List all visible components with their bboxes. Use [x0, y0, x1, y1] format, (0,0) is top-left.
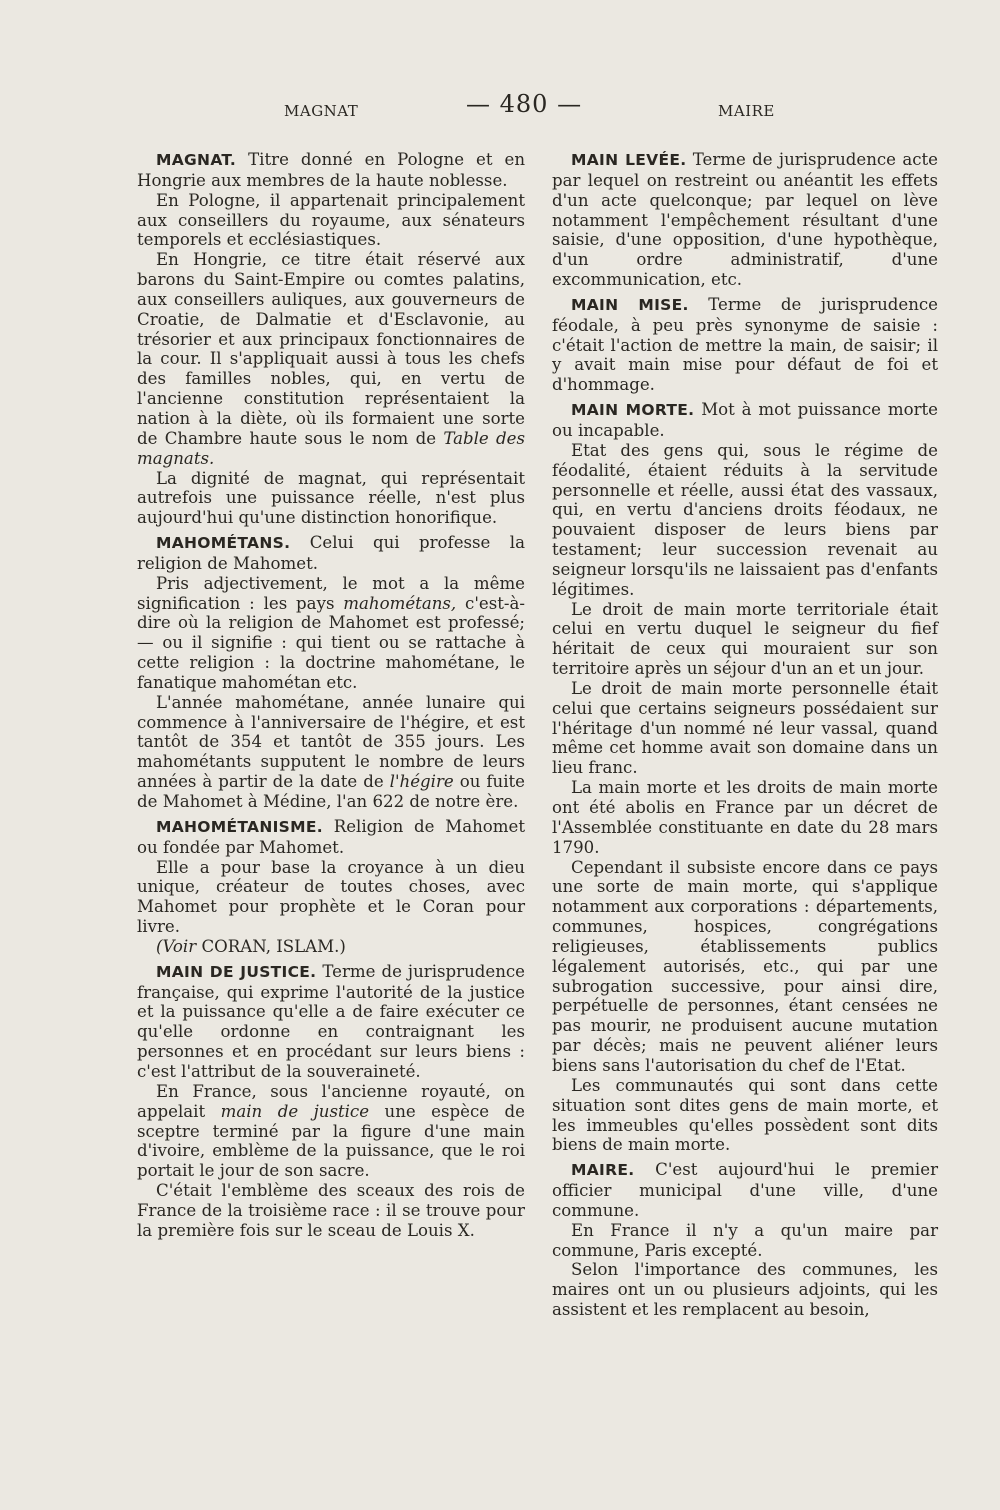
entry-paragraph: La main morte et les droits de main morte ont été abolis en France par un décret de l'Assemblée constituante en date du 28 mars 1790. — [552, 778, 938, 857]
definition-text: ou fuite de Mahomet à Médine, l'an 622 de notre ère. — [137, 772, 525, 811]
definition-text: Mot à mot puissance morte ou incapable. — [552, 400, 939, 440]
italic-term: main de justice — [220, 1101, 370, 1121]
definition-text: CORAN, ISLAM.) — [201, 936, 346, 956]
entry-paragraph — [137, 150, 525, 191]
entry-paragraph — [137, 1082, 525, 1181]
headword: MAIN LEVÉE. — [571, 151, 687, 169]
entry-paragraph: Le droit de main morte personnelle était celui que certains seigneurs possédaient sur l'héritage d'un nommé né leur vassal, quand même cet homme avait son domaine dans un lieu franc. — [552, 678, 938, 778]
entry-paragraph — [137, 533, 525, 574]
right-column — [552, 150, 938, 1320]
entry-paragraph: Etat des gens qui, sous le régime de féodalité, étaient réduits à la servitude personnelle et réelle, aussi état des vassaux, qui, en vertu d'anciens droits féodaux, ne pouvaient disposer de leurs biens par testament; leur succession revenait au seigneur lorsqu'ils ne laissaient pas d'enfants légitimes. — [552, 440, 938, 599]
entry-main-morte — [552, 400, 938, 1155]
definition-text: Religion de Mahomet ou fondée par Mahomet. — [137, 816, 525, 857]
running-header — [0, 92, 1000, 132]
entry-paragraph — [137, 817, 525, 858]
cross-reference — [137, 937, 525, 957]
definition-text: Celui qui professe la religion de Mahomet. — [137, 533, 525, 573]
entry-paragraph: Les communautés qui sont dans cette situation sont dites gens de main morte, et les immeubles qu'elles possèdent sont dits biens de main morte. — [552, 1075, 938, 1155]
entry-paragraph: C'était l'emblème des sceaux des rois de France de la troisième race : il se trouve pour la première fois sur le sceau de Louis X. — [137, 1181, 525, 1240]
left-column — [137, 150, 525, 1241]
headword: MAHOMÉTANISME. — [156, 817, 323, 836]
definition-text: Terme de jurisprudence féodale, à peu près synonyme de saisie : c'était l'action de mettre la main, de saisir; il y avait main mise pour défaut de foi et d'hommage. — [552, 294, 939, 395]
entry-paragraph — [137, 962, 525, 1082]
entry-paragraph: Le droit de main morte territoriale était celui en vertu duquel le seigneur du fief héritait de ceux qui mouraient sur son territoire après un séjour d'un an et un jour. — [552, 599, 938, 679]
headword: MAIRE. — [571, 1161, 635, 1180]
entry-paragraph: Selon l'importance des communes, les maires ont un ou plusieurs adjoints, qui les assistent et les remplacent au besoin, — [552, 1260, 938, 1320]
entry-paragraph: La dignité de magnat, qui représentait autrefois une puissance réelle, n'est plus aujourd'hui qu'une distinction honorifique. — [137, 468, 525, 528]
headword: MAHOMÉTANS. — [156, 534, 291, 553]
definition-text: En Hongrie, ce titre était réservé aux barons du Saint-Empire ou comtes palatins, aux conseillers auliques, aux gouverneurs de Croatie, de Dalmatie et d'Esclavonie, au trésorier et aux principaux fonctionnaires de la cour. Il s'appliquait aussi à tous les chefs des familles nobles, qui, en vertu de l'ancienne constitution représentaient la nation à la diète, où ils formaient une sorte de Chambre haute sous le nom de — [137, 250, 525, 448]
entry-paragraph: En France il n'y a qu'un maire par commune, Paris excepté. — [552, 1220, 938, 1260]
definition-text: une espèce de sceptre terminé par la figure d'une main d'ivoire, emblème de la puissance, que le roi portait le jour de son sacre. — [137, 1101, 525, 1181]
entry-paragraph — [552, 1160, 938, 1221]
headword: MAIN DE JUSTICE. — [156, 962, 317, 981]
italic-term: Table des magnats. — [137, 428, 525, 468]
entry-paragraph: En Pologne, il appartenait principalement aux conseillers du royaume, aux sénateurs temporels et ecclésiastiques. — [137, 190, 525, 250]
definition-text: Pris adjectivement, le mot a la même signification : les pays — [137, 573, 525, 613]
entry-paragraph — [137, 250, 525, 468]
definition-text: En France, sous l'ancienne royauté, on appelait — [137, 1081, 525, 1121]
entry-paragraph — [137, 574, 525, 693]
italic-term: l'hégire — [389, 772, 454, 792]
entry-paragraph — [552, 400, 938, 441]
entry-main-mise — [552, 295, 938, 395]
definition-text: Terme de jurisprudence française, qui exprime l'autorité de la justice et la puissance qu'elle a de faire exécuter ce qu'elle ordonne en contraignant les personnes et en procédant sur leurs biens : c'est l'attribut de la souveraineté. — [137, 961, 525, 1081]
definition-text: c'est-à-dire où la religion de Mahomet est professé; — ou il signifie : qui tient ou se rattache à cette religion : la doctrine mahométane, le fanatique mahométan etc. — [137, 593, 525, 692]
entry-magnat — [137, 150, 525, 528]
entry-main-levee — [552, 150, 938, 290]
entry-mahometans — [137, 533, 525, 812]
entry-paragraph: Elle a pour base la croyance à un dieu unique, créateur de toutes choses, avec Mahomet pour prophète et le Coran pour livre. — [137, 857, 525, 937]
definition-text: Titre donné en Pologne et en Hongrie aux membres de la haute noblesse. — [137, 150, 526, 190]
page-number: — 480 — — [466, 90, 583, 118]
definition-text: L'année mahométane, année lunaire qui commence à l'anniversaire de l'hégire, et est tantôt de 354 et tantôt de 355 jours. Les mahométants supputent le nombre de leurs années à partir de la date de — [137, 692, 525, 792]
entry-paragraph — [137, 693, 525, 812]
headword: MAIN MORTE. — [571, 401, 695, 420]
entry-main-de-justice — [137, 962, 525, 1241]
italic-term: mahométans, — [343, 593, 457, 613]
entry-mahometanisme — [137, 817, 525, 957]
entry-paragraph — [552, 150, 938, 290]
headword: MAIN MISE. — [571, 295, 689, 314]
italic-term: (Voir — [156, 936, 197, 956]
header-left-guide-word: MAGNAT — [284, 102, 359, 120]
entry-paragraph — [552, 295, 938, 395]
definition-text: Terme de jurisprudence acte par lequel on restreint ou anéantit les effets d'un acte quelconque; par lequel on lève notamment l'empêchement résultant d'une saisie, d'une opposition, d'une hypothèque, d'un ordre administratif, d'une excommunication, etc. — [552, 150, 938, 290]
entry-maire — [552, 1160, 938, 1320]
headword: MAGNAT. — [156, 151, 237, 169]
definition-text: C'est aujourd'hui le premier officier municipal d'une ville, d'une commune. — [552, 1160, 938, 1220]
header-right-guide-word: MAIRE — [718, 102, 775, 120]
entry-paragraph: Cependant il subsiste encore dans ce pays une sorte de main morte, qui s'applique notamment aux corporations : départements, communes, hospices, congrégations religieuses, établissements publics légalement autorisés, etc., qui par une subrogation successive, pour ainsi dire, perpétuelle de personnes, étant censées ne pas mourir, ne produisent aucune mutation par décès; mais ne peuvent aliéner leurs biens sans l'autorisation du chef de l'Etat. — [552, 857, 938, 1075]
